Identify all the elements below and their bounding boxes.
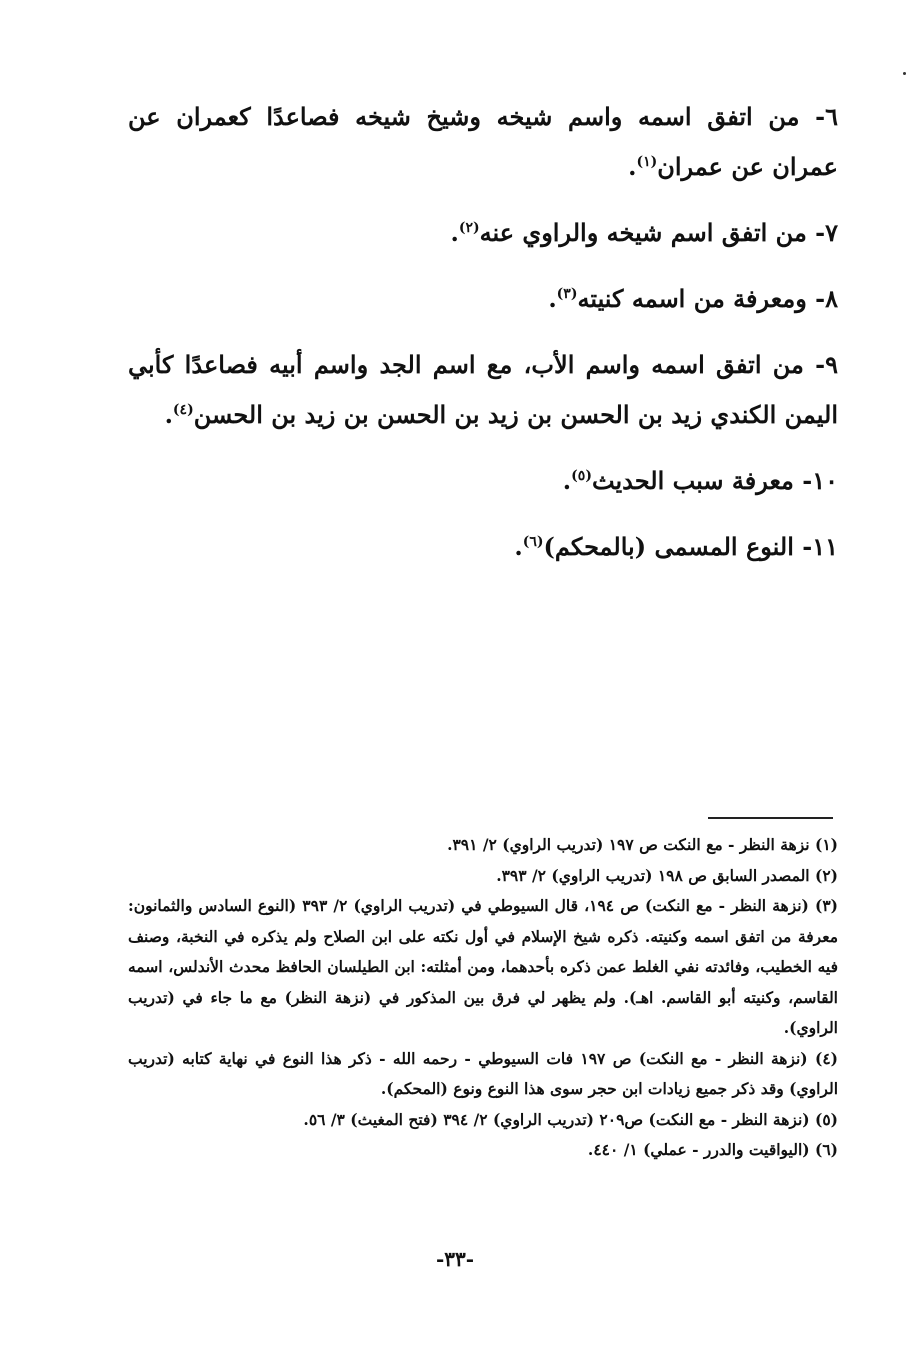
item-text: ٧- من اتفق اسم شيخه والراوي عنه [479, 218, 838, 247]
footnote: (٥) (نزهة النظر - مع النكت) ص٢٠٩ (تدريب الراوي) ٢/ ٣٩٤ (فتح المغيث) ٣/ ٥٦. [303, 1109, 838, 1129]
item-text: ٦- من اتفق اسمه واسم شيخه وشيخ شيخه فصاعدًا كعمران عن عمران عن عمران [128, 102, 838, 181]
list-item: ١٠- معرفة سبب الحديث$^{(٥)}$. [562, 466, 838, 495]
item-text: ٨- ومعرفة من اسمه كنيته [577, 284, 838, 313]
margin-mark [903, 72, 906, 75]
footnote: (٤) (نزهة النظر - مع النكت) ص ١٩٧ فات السيوطي - رحمه الله - ذكر هذا النوع في نهاية كتابه (تدريب الراوي) وقد ذكر جميع زيادات ابن حجر سوى هذا النوع ونوع (المحكم). [128, 1048, 838, 1098]
list-item: ٨- ومعرفة من اسمه كنيته$^{(٣)}$. [548, 284, 838, 313]
list-item: ٧- من اتفق اسم شيخه والراوي عنه$^{(٢)}$. [450, 218, 838, 247]
footnote: (٢) المصدر السابق ص ١٩٨ (تدريب الراوي) ٢/ ٣٩٣. [496, 865, 838, 885]
footnote-ref[interactable]: (٦) [522, 534, 544, 550]
footnote: (١) نزهة النظر - مع النكت ص ١٩٧ (تدريب الراوي) ٢/ ٣٩١. [447, 835, 838, 854]
footnote-ref[interactable]: (٣) [556, 286, 578, 302]
page-number: -٣٣- [435, 1247, 475, 1271]
list-item: ٩- من اتفق اسمه واسم الأب، مع اسم الجد واسم أبيه فصاعدًا كأبي اليمن الكندي زيد بن الحسن بن زيد بن الحسن بن زيد بن الحسن$^{(٤)}$. [128, 350, 838, 429]
footnote-ref[interactable]: (٢) [458, 220, 480, 236]
footnotes [128, 830, 838, 1166]
footnote-ref[interactable]: (٥) [571, 468, 592, 484]
item-text: ١١- النوع المسمى (بالمحكم) [543, 532, 838, 561]
footnote-ref[interactable]: (١) [636, 154, 658, 170]
footnote-ref[interactable]: (٤) [172, 402, 194, 418]
main-text [128, 92, 838, 588]
list-item: ١١- النوع المسمى (بالمحكم)$^{(٦)}$. [514, 532, 838, 561]
list-item: ٦- من اتفق اسمه واسم شيخه وشيخ شيخه فصاعدًا كعمران عن عمران عن عمران$^{(١)}$. [128, 102, 838, 181]
item-text: ٩- من اتفق اسمه واسم الأب، مع اسم الجد واسم أبيه فصاعدًا كأبي اليمن الكندي زيد بن الحسن بن زيد بن الحسن بن زيد بن الحسن [128, 350, 838, 429]
footnote: (٣) (نزهة النظر - مع النكت) ص ١٩٤، قال السيوطي في (تدريب الراوي) ٢/ ٣٩٣ (النوع السادس والثمانون: معرفة من اتفق اسمه وكنيته. ذكره شيخ الإسلام في أول نكته على ابن الصلاح ولم يذكره في النخبة، وصنف فيه الخطيب، وفائدته نفي الغلط عمن ذكره بأحدهما، ومن أمثلته: ابن الطيلسان الحافظ محدث الأندلس، اسمه القاسم، وكنيته أبو القاسم. اهـ). ولم يظهر لي فرق بين المذكور في (نزهة النظر) مع ما جاء في (تدريب الراوي). [128, 896, 838, 1037]
footnote: (٦) (اليواقيت والدرر - عملي) ١/ ٤٤٠. [587, 1140, 838, 1159]
item-text: ١٠- معرفة سبب الحديث [591, 466, 838, 495]
footnote-separator [708, 817, 833, 819]
